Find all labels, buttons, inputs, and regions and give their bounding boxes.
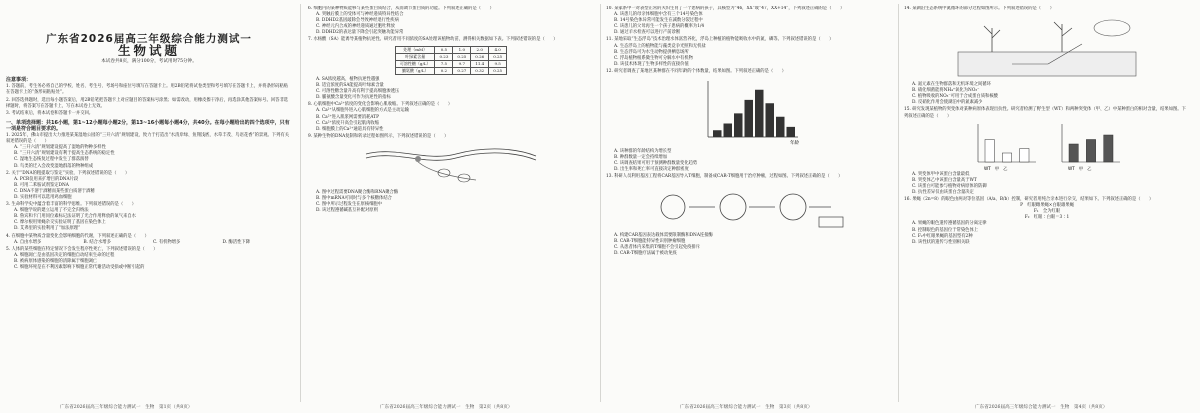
option: C. 可溶性糖含量升高有利于提高细胞渗透压: [316, 89, 400, 95]
question-10: [606, 6, 892, 36]
option: D. 实验材料可以选用鸡血细胞: [14, 194, 72, 200]
option: D. 反硝化作用会使湖泊中的氮素减少: [912, 100, 983, 106]
chart-bar: [755, 90, 764, 137]
option: A. PCR仪用来扩增目的DNA片段: [14, 176, 79, 182]
plasmid: [661, 195, 685, 219]
option: B. 图中mRNA可同时与多个核糖体结合: [316, 195, 392, 201]
table-cell: 0.2: [435, 67, 453, 74]
option: B. 可用二苯胺试剂鉴定DNA: [14, 182, 69, 188]
question-2: [6, 171, 292, 201]
option: A. 构建CAR基因表达载体需要限制酶和DNA连接酶: [614, 232, 713, 238]
option: B. 结合水增多: [83, 239, 111, 245]
ribosome: [438, 169, 450, 177]
chart-bar: [766, 103, 775, 137]
question-12: [606, 69, 892, 173]
question-stem: 3. 生命科学史中蕴含着丰富的科学思维。下列叙述错误的是（ ）: [6, 202, 137, 208]
question-13: [606, 174, 892, 256]
option: B. 鲁宾和卡门用同位素标记法证明了光合作用释放的氧气来自水: [14, 214, 136, 220]
option: B. 硝化细菌能将NH₄⁺氧化为NO₃⁻: [912, 88, 980, 94]
option-row: [6, 240, 292, 246]
question-4: [6, 234, 292, 246]
question-stem: 2. 关于“DNA的粗提取与鉴定”实验，下列叙述错误的是（ ）: [6, 170, 130, 176]
page-divider: [898, 4, 899, 402]
table-cell: 可溶性糖（g/L）: [395, 60, 435, 67]
page-2-column: [308, 6, 594, 398]
table-cell: 0.27: [453, 67, 471, 74]
option: D. 酶活性下降: [222, 239, 251, 245]
question-stem: 9. 某种生物的DNA复制和转录过程如图所示，下列叙述错误的是（ ）: [308, 133, 449, 139]
question-stem: 6. 细胞内的某种物质能够与某些蛋白质结合，从而调节蛋白质的功能。下列叙述正确的是（ ）: [308, 6, 494, 11]
option: A. Ca²⁺从细胞外进入心肌细胞的方式是主动运输: [316, 108, 410, 114]
exam-subject: 生物试题: [117, 43, 180, 59]
table-cell: 11.4: [471, 60, 489, 67]
x-axis-label: 年龄: [790, 141, 799, 147]
page-divider: [600, 4, 601, 402]
option: C. 摩尔根用果蝇杂交实验证明了基因在染色体上: [14, 220, 106, 226]
exam-title: 广东省2026届高三年级综合能力测试一: [46, 33, 252, 45]
chart-bar: [1086, 139, 1095, 162]
question-16: [904, 197, 1190, 246]
option: A. 果蝇的眼色遗传遵循基因的分离定律: [912, 221, 987, 227]
cloud-icon: [1094, 20, 1130, 36]
cross-diagram: [904, 203, 1190, 221]
option: D. DDHD2的表达量下降会引起突触功能异常: [316, 30, 404, 36]
dna-strand: [366, 153, 536, 160]
chart-bar: [787, 127, 796, 137]
option: D. CAR-T细胞疗法属于被动免疫: [614, 250, 677, 256]
plant-icon: [1054, 22, 1072, 52]
car-t-cell: [780, 194, 806, 220]
cross-line: P 红眼雌果蝇×白眼雄果蝇: [1020, 203, 1074, 209]
option: C. 有机物增多: [153, 239, 181, 245]
table-cell: 叶绿素含量: [395, 53, 435, 60]
chart-bar: [776, 117, 785, 137]
question-1: [6, 133, 292, 170]
table-cell: 9.7: [453, 60, 471, 67]
option: A. 自由水增多: [14, 239, 42, 245]
question-stem: 14. 某湖泊生态系统中氮循环的部分过程如图所示。下列叙述错误的是（ ）: [904, 6, 1054, 11]
option: C. 图中所示过程发生在原核细胞中: [316, 202, 383, 208]
question-8: [308, 102, 594, 132]
option: C. 神经元内合成的神经递质通过胞吐释放: [316, 24, 395, 30]
option: D. 脯氨酸含量变化可作为抗逆性的指标: [316, 95, 391, 101]
question-15: [904, 107, 1190, 196]
option: B. “三开六清”规划建设有利于提高生态系统的稳定性: [14, 151, 115, 157]
page-4-column: [904, 6, 1190, 398]
option: A. SA浓度越高，植物抗逆性越强: [316, 76, 380, 82]
option: D. 艾弗里的实验利用了“加法原理”: [14, 226, 81, 232]
option: D. 该技术体现了生物多样性的直接价值: [614, 61, 689, 67]
transcription-diagram: [356, 142, 546, 188]
figure-pair: [904, 120, 1190, 172]
question-stem: 1. 2025年，佛山市提出大力推进某某湿地公园的“三开六清”规划建设，致力于打造出“水清岸绿、鱼翔浅底、水草丰茂、鸟语花香”的景观。下列有关叙述错误的是（ ）: [6, 133, 289, 145]
question-14: [904, 6, 1190, 106]
option: A. 细胞凋亡是由基因决定的细胞自动结束生命的过程: [14, 252, 115, 258]
question-stem: 8. 心肌细胞中Ca²⁺浓度的变化会影响心肌收缩。下列叙述正确的是（ ）: [308, 102, 453, 108]
option: D. 出生率和死亡率可直接决定种群密度: [614, 167, 689, 173]
chart-bar: [1020, 148, 1029, 162]
option: C. 该蛋白可能参与植物对病原体的防御: [912, 183, 987, 189]
table-row: [395, 67, 506, 74]
table-cell: 脯氨酸（g/L）: [395, 67, 435, 74]
notes-heading: 注意事项：: [6, 77, 32, 84]
car-t-process-diagram: [649, 183, 849, 231]
t-cell: [720, 194, 746, 220]
option: A. 细胞学说的建立运用了不完全归纳法: [14, 208, 89, 214]
option: B. DDHD2基因敲除会导致神经退行性疾病: [316, 18, 399, 24]
page-3-column: [606, 6, 892, 398]
table-cell: 0.25: [489, 67, 507, 74]
chart-bar: [745, 100, 754, 137]
note-item: 2. 回答选择题时，选出每小题答案后，用2B铅笔把答题卡上对应题目的答案标号涂黑；如需改动，用橡皮擦干净后，再选涂其他答案标号。回答非选择题时，将答案写在答题卡上，写在本试卷上无效。: [6, 97, 289, 109]
question-3: [6, 202, 292, 232]
cross-line: F₂ 红眼∶白眼＝3∶1: [1024, 215, 1070, 221]
option: B. 种群数量一定会持续增加: [614, 155, 668, 161]
table-cell: 0.32: [471, 67, 489, 74]
option: C. 从患者体内采集的T细胞不会引起免疫排斥: [614, 244, 701, 250]
table-cell: 1.0: [453, 46, 471, 53]
option: A. 氮元素在生物群落和无机环境之间循环: [912, 82, 991, 88]
x-axis-label: WT 甲 乙: [984, 165, 1008, 171]
chart-bar: [1104, 135, 1113, 162]
question-stem: 5. 人体的某些细胞在特定情况下会发生程序性死亡，下列叙述错误的是（ ）: [6, 246, 158, 252]
table-cell: 0.5: [435, 46, 453, 53]
option: C. F₂中红眼果蝇的基因型有2种: [912, 233, 973, 239]
option: D. 该过程遵循碱基互补配对原则: [316, 208, 378, 214]
option: C. 该调查结果可用于预测种群数量变化趋势: [614, 161, 698, 167]
option: A. 图中过程需要DNA聚合酶和RNA聚合酶: [316, 189, 399, 195]
data-table: [395, 46, 507, 75]
question-stem: 15. 研究发现某植物的突变体对某种病原体表现出抗性。研究者检测了野生型（WT）和两种突变体（甲、乙）中某种蛋白的相对含量，结果如图。下列叙述正确的是（ ）: [904, 107, 1186, 119]
plant-icon: [984, 26, 1000, 52]
patient-box: [819, 217, 843, 227]
page-footer: 广东省2026届高三年级综合能力测试一 生物 第4页（共8页）: [975, 405, 1108, 410]
option: D. 鸟类的迁入会改变湿地群落的物种组成: [14, 163, 94, 169]
table-cell: 2.0: [471, 46, 489, 53]
table-cell: 7.5: [435, 60, 453, 67]
question-5: [6, 247, 292, 271]
polymerase: [415, 156, 421, 162]
page-footer: 广东省2026届高三年级综合能力测试一 生物 第1页（共8页）: [60, 405, 193, 410]
option: D. 该性状的遗传与性别相关联: [912, 239, 970, 245]
option: B. Ca²⁺进入肌浆网需要消耗ATP: [316, 114, 380, 120]
age-structure-chart: [694, 77, 804, 147]
option: B. 被病原体感染的细胞的清除属于细胞凋亡: [14, 258, 98, 264]
page-footer: 广东省2026届高三年级综合能力测试一 生物 第3页（共8页）: [680, 405, 813, 410]
option: A. “三开六清”规划建设提高了湿地的物种多样性: [14, 145, 106, 151]
option: A. 突变体甲中该蛋白含量最低: [912, 171, 970, 177]
option: B. 适宜浓度的SA能提高叶绿素含量: [316, 83, 384, 89]
option: B. CAR-T细胞能特异性识别肿瘤细胞: [614, 238, 686, 244]
option: B. 控制眼色的基因位于常染色体上: [912, 227, 979, 233]
exam-meta: 本试卷共8页，满分100分，考试用时75分钟。: [101, 59, 197, 65]
option: B. 突变体乙中该蛋白含量高于WT: [912, 177, 977, 183]
table-row: [395, 60, 506, 67]
table-cell: 0.25: [453, 53, 471, 60]
table-cell: 4.0: [489, 46, 507, 53]
question-stem: 7. 水杨酸（SA）能诱导某植物抗逆性。研究者用不同浓度的SA处理该植物幼苗，测得相关数据如下表。下列叙述错误的是（ ）: [308, 37, 558, 43]
table-cell: 9.5: [489, 60, 507, 67]
option: A. 该种群的年龄结构为增长型: [614, 149, 672, 155]
chart-bar: [985, 139, 994, 162]
option: D. 细胞膜上的Ca²⁺通道具有特异性: [316, 126, 384, 132]
table-row: [395, 46, 506, 53]
question-stem: 4. 在细胞中某物质含量变化会影响细胞的代谢，下列叙述正确的是（ ）: [6, 233, 149, 239]
page-1-column: [6, 6, 292, 398]
table-cell: 0.23: [435, 53, 453, 60]
option: C. DNA不溶于酒精而某些蛋白质溶于酒精: [14, 188, 95, 194]
option: C. Ca²⁺浓度升高会引起肌肉收缩: [316, 120, 379, 126]
table-row: [395, 53, 506, 60]
option: D. 抗性差异仅由该蛋白含量决定: [912, 189, 974, 195]
option: C. 该患儿的父母再生一个孩子患病的概率为1/4: [614, 24, 705, 30]
protein-chart-a: [970, 120, 1040, 172]
protein-chart-b: [1054, 120, 1124, 172]
nitrogen-cycle-diagram: [952, 14, 1142, 80]
option: C. 浮岛植物根系微生物可分解水中有机物: [614, 55, 693, 61]
option: C. 植物吸收的NO₃⁻可用于合成蛋白质和核酸: [912, 94, 998, 100]
question-stem: 13. 科研人员利用基因工程将CAR基因导入T细胞，制备成CAR-T细胞用于治疗肿瘤，过程如图。下列叙述正确的是（ ）: [606, 174, 843, 180]
page-divider: [300, 4, 301, 402]
cross-line: F₁ 全为红眼: [1033, 209, 1061, 215]
option: B. 生态浮岛可为水生动物提供栖息场所: [614, 49, 689, 55]
question-stem: 12. 研究者调查了某地区某种群在不同年龄的个体数量，结果如图。下列叙述正确的是（ ）: [606, 68, 787, 74]
option: C. 细胞坏死是在不利因素影响下细胞正常代谢活动受损或中断引起的: [14, 265, 145, 270]
option: D. 通过羊水检查可以进行产前诊断: [614, 30, 681, 36]
table-cell: 处理（mM）: [395, 46, 435, 53]
question-11: [606, 37, 892, 67]
option: A. 生态浮岛上的植物能与藻类竞争光照和无机盐: [614, 43, 706, 49]
chart-bar: [1069, 144, 1078, 162]
question-7: [308, 37, 594, 101]
dna-strand: [366, 149, 536, 156]
table-cell: 0.26: [471, 53, 489, 60]
table-cell: 0.25: [489, 53, 507, 60]
option: A. 突触后膜上的受体可与神经递质特异性结合: [316, 12, 404, 18]
chart-bar: [734, 113, 743, 137]
option: B. 14号染色体异常可能发生在减数分裂过程中: [614, 18, 703, 24]
question-stem: 11. 某地采取“生态浮岛”技术治理水体富营养化，浮岛上种植的植物能吸收水中的氮、磷等。下列叙述错误的是（ ）: [606, 37, 834, 43]
note-item: 3. 考试结束后，将本试卷和答题卡一并交回。: [6, 110, 94, 116]
question-stem: 10. 某家系中一对表型正常的夫妇生育了一个患病的孩子，其核型为“46，XX”或“47，XX+14”，下列叙述正确的是（ ）: [606, 6, 845, 11]
x-axis-label: WT 甲 乙: [1068, 165, 1092, 171]
chart-bar: [713, 130, 722, 137]
note-item: 1. 答题前，考生务必将自己的学校、姓名、考生号、考场号和座位号填写在答题卡上。用2B铅笔将试卷类型和考号填写在答题卡上，并将条形码粘贴在答题卡上的“条形码粘贴处”。: [6, 84, 289, 96]
option: A. 该患儿的母亲体细胞中含有三个14号染色体: [614, 12, 703, 18]
question-stem: 16. 果蝇（2n=8）的眼色由两对等位基因（A/a、B/b）控制，研究者用纯合亲本进行杂交，结果如下。下列叙述正确的是（ ）: [904, 197, 1154, 203]
chart-bar: [724, 124, 733, 138]
question-6: [308, 6, 594, 36]
section-heading: 一、单项选择题：共16小题，第1~12小题每小题2分，第13~16小题每小题4分，共40分。在每小题给出的四个选项中，只有一项是符合题目要求的。: [6, 119, 290, 132]
question-9: [308, 134, 594, 214]
chart-bar: [1002, 153, 1011, 162]
page-footer: 广东省2026届高三年级综合能力测试一 生物 第2页（共8页）: [380, 405, 513, 410]
option: C. 湿地生态恢复过程中发生了群落演替: [14, 157, 89, 163]
